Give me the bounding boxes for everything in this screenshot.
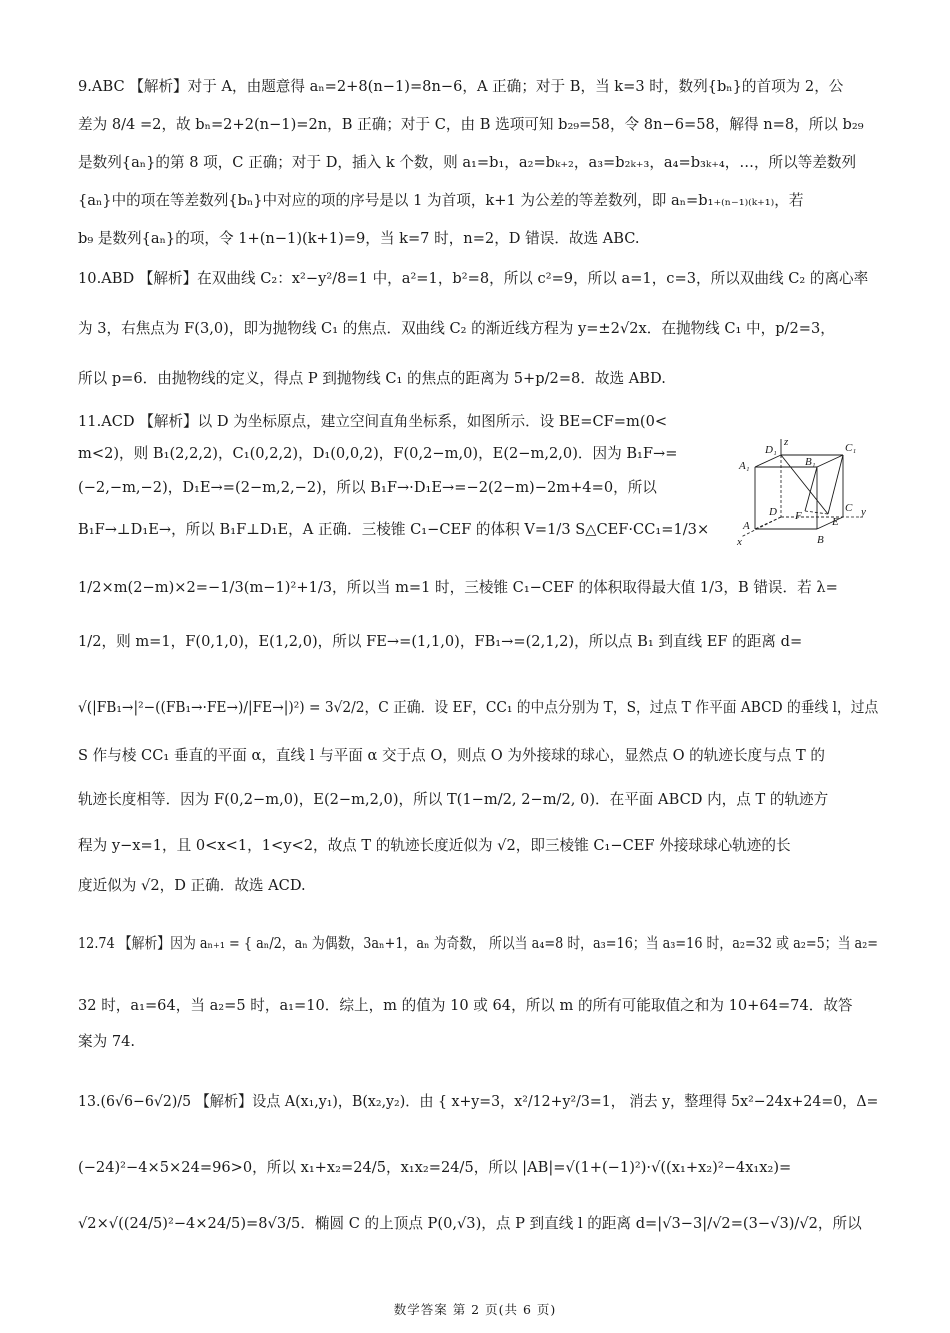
- figure-label-d: D: [769, 506, 777, 518]
- figure-label-y: y: [861, 506, 866, 518]
- problem-11-line-2: m<2)，则 B₁(2,2,2)，C₁(0,2,2)，D₁(0,0,2)，F(0,2−m,0)，E(2−m,2,0)．因为 B₁F→=: [78, 445, 678, 462]
- cube-coordinate-figure: [733, 437, 873, 547]
- figure-label-c: C: [845, 502, 853, 514]
- figure-label-z: z: [784, 437, 789, 448]
- figure-label-c1: C₁: [845, 442, 857, 454]
- figure-label-d1: D₁: [765, 444, 777, 456]
- problem-11-line-6: 1/2，则 m=1，F(0,1,0)，E(1,2,0)，所以 FE→=(1,1,0)，FB₁→=(2,1,2)，所以点 B₁ 到直线 EF 的距离 d=: [78, 633, 803, 650]
- problem-12-line-3: 案为 74.: [78, 1033, 136, 1050]
- figure-label-b1: B₁: [805, 456, 816, 468]
- problem-9-line-4: {aₙ}中的项在等差数列{bₙ}中对应的项的序号是以 1 为首项，k+1 为公差的等差数列，即 aₙ=b₁₊₍ₙ₋₁₎₍ₖ₊₁₎，若: [78, 192, 804, 209]
- problem-13-line-1: 13.(6√6−6√2)/5 【解析】设点 A(x₁,y₁)，B(x₂,y₂)．由 { x+y=3，x²/12+y²/3=1， 消去 y，整理得 5x²−24x+24=0，Δ=: [78, 1093, 879, 1110]
- problem-9-line-3: 是数列{aₙ}的第 8 项，C 正确；对于 D，插入 k 个数，则 a₁=b₁，a₂=bₖ₊₂，a₃=b₂ₖ₊₃，a₄=b₃ₖ₊₄，…，所以等差数列: [78, 154, 857, 171]
- problem-9-line-2: 差为 8/4 =2，故 bₙ=2+2(n−1)=2n，B 正确；对于 C，由 B 选项可知 b₂₉=58，令 8n−6=58，解得 n=8，所以 b₂₉: [78, 116, 864, 133]
- problem-12-line-2: 32 时，a₁=64，当 a₂=5 时，a₁=10．综上，m 的值为 10 或 64，所以 m 的所有可能取值之和为 10+64=74．故答: [78, 997, 853, 1014]
- problem-12-line-1: 12.74 【解析】因为 aₙ₊₁ = { aₙ/2，aₙ 为偶数，3aₙ+1，aₙ 为奇数， 所以当 a₄=8 时，a₃=16；当 a₃=16 时，a₂=32 或 a₂=5；当 a₂=: [78, 935, 879, 952]
- problem-9-line-5: b₉ 是数列{aₙ}的项，令 1+(n−1)(k+1)=9，当 k=7 时，n=2，D 错误．故选 ABC.: [78, 230, 640, 247]
- problem-11-line-9: 轨迹长度相等．因为 F(0,2−m,0)，E(2−m,2,0)，所以 T(1−m/2, 2−m/2, 0)．在平面 ABCD 内，点 T 的轨迹方: [78, 791, 829, 808]
- figure-label-x: x: [737, 536, 742, 547]
- problem-11-line-4: B₁F→⊥D₁E→，所以 B₁F⊥D₁E，A 正确．三棱锥 C₁−CEF 的体积 V=1/3 S△CEF·CC₁=1/3×: [78, 521, 710, 538]
- figure-label-a: A: [743, 520, 750, 532]
- problem-11-line-5: 1/2×m(2−m)×2=−1/3(m−1)²+1/3，所以当 m=1 时，三棱锥 C₁−CEF 的体积取得最大值 1/3，B 错误．若 λ=: [78, 579, 838, 596]
- problem-9-line-1: 9.ABC 【解析】对于 A，由题意得 aₙ=2+8(n−1)=8n−6，A 正确；对于 B，当 k=3 时，数列{bₙ}的首项为 2，公: [78, 78, 844, 95]
- problem-13-line-2: (−24)²−4×5×24=96>0，所以 x₁+x₂=24/5，x₁x₂=24/5，所以 |AB|=√(1+(−1)²)·√((x₁+x₂)²−4x₁x₂)=: [78, 1159, 792, 1176]
- problem-10-line-2: 为 3，右焦点为 F(3,0)，即为抛物线 C₁ 的焦点．双曲线 C₂ 的渐近线方程为 y=±2√2x．在抛物线 C₁ 中，p/2=3，: [78, 320, 835, 337]
- problem-13-line-3: √2×√((24/5)²−4×24/5)=8√3/5．椭圆 C 的上顶点 P(0,√3)，点 P 到直线 l 的距离 d=|√3−3|/√2=(3−√3)/√2，所以: [78, 1215, 862, 1232]
- page-footer: 数学答案 第 2 页(共 6 页): [393, 1302, 557, 1317]
- problem-11-line-10: 程为 y−x=1，且 0<x<1，1<y<2，故点 T 的轨迹长度近似为 √2，即三棱锥 C₁−CEF 外接球球心轨迹的长: [78, 837, 791, 854]
- problem-10-line-1: 10.ABD 【解析】在双曲线 C₂：x²−y²/8=1 中，a²=1，b²=8，所以 c²=9，所以 a=1，c=3，所以双曲线 C₂ 的离心率: [78, 270, 869, 287]
- problem-11-line-7: √(|FB₁→|²−((FB₁→·FE→)/|FE→|)²) = 3√2/2，C 正确．设 EF，CC₁ 的中点分别为 T，S，过点 T 作平面 ABCD 的垂线 l，过点: [78, 699, 879, 716]
- problem-11-line-11: 度近似为 √2，D 正确．故选 ACD.: [78, 877, 306, 894]
- figure-label-b: B: [817, 534, 824, 546]
- problem-11-line-3: (−2,−m,−2)，D₁E→=(2−m,2,−2)，所以 B₁F→·D₁E→=−2(2−m)−2m+4=0，所以: [78, 479, 657, 496]
- figure-label-f: F: [795, 510, 802, 522]
- figure-label-a1: A₁: [739, 460, 750, 472]
- problem-11-line-8: S 作与棱 CC₁ 垂直的平面 α，直线 l 与平面 α 交于点 O，则点 O 为外接球的球心，显然点 O 的轨迹长度与点 T 的: [78, 747, 825, 764]
- problem-11-line-1: 11.ACD 【解析】以 D 为坐标原点，建立空间直角坐标系，如图所示．设 BE=CF=m(0<: [78, 413, 668, 430]
- problem-10-line-3: 所以 p=6．由抛物线的定义，得点 P 到抛物线 C₁ 的焦点的距离为 5+p/2=8．故选 ABD.: [78, 370, 666, 387]
- figure-label-e: E: [832, 516, 839, 528]
